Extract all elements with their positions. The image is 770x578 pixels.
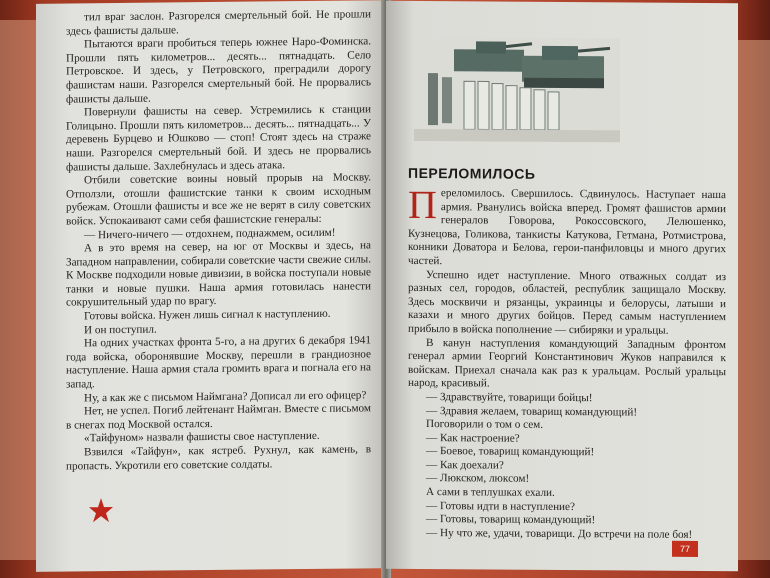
- paragraph: тил враг заслон. Разгорелся смертельный бой. Не прошли здесь фашисты дальше.: [66, 8, 371, 38]
- paragraph: Нет, не успел. Погиб лейтенант Наймган. Вместе с письмом в снегах под Москвой остался.: [66, 402, 371, 432]
- paragraph: А в это время на север, на юг от Москвы и здесь, на Западном направлении, собирали советские части свежие силы. К Москве подходили новые дивизии, в войска поступали новые танки и новые пушки. Наша армия готовилась нанести сокрушительный удар по врагу.: [66, 239, 371, 309]
- page-number: 77: [672, 541, 698, 557]
- right-page: [386, 1, 738, 571]
- paragraph: — Как настроение?: [426, 431, 520, 445]
- paragraph: Готовы войска. Нужен лишь сигнал к наступлению.: [84, 307, 331, 323]
- paragraph: На одних участках фронта 5-го, а на других 6 декабря 1941 года войска, оборонявшие Москву, перешли в грандиозное наступление. Наша армия стала громить врага и погнала его на запад.: [66, 334, 371, 391]
- paragraph: — Ничего-ничего — отдохнем, поднажмем, осилим!: [84, 226, 336, 241]
- paragraph: — Ну что же, удачи, товарищи. До встречи на поле боя!: [426, 526, 693, 541]
- paragraph: Взвился «Тайфун», как ястреб. Рухнул, как камень, в пропасть. Укротили его советские солдаты.: [66, 443, 371, 473]
- right-page-text: [408, 181, 726, 543]
- paragraph: Поговорили о том о сем.: [426, 418, 544, 431]
- paragraph: — Как доехали?: [426, 458, 504, 472]
- paragraph: Повернули фашисты на север. Устремились к станции Голицыно. Прошли пять километров... десять... пятнадцать... У деревень Бурцево и Юшково — стоп! Стоят здесь на страже наши. Разгорелся смертельный бой. И здесь не прорвались фашисты дальше. Захлебнулась и здесь атака.: [66, 103, 371, 174]
- paragraph: — Боевое, товарищ командующий!: [426, 445, 595, 459]
- first-paragraph-text: ереломилось. Свершилось. Сдвинулось. Наступает наша армия. Рванулись войска вперед. Громят фашистов армии генералов Говорова, Рокоссовского, Лелюшенко, Кузнецова, Голикова, танкисты Катукова, Гетмана, Ротмистрова, конники Доватора и Белова, герои-панфиловцы и много других частей.: [408, 187, 726, 268]
- left-page-text: [66, 8, 371, 473]
- paragraph: «Тайфуном» назвали фашисты свое наступление.: [84, 430, 320, 445]
- paragraph: Отбили советские воины новый прорыв на Москву. Отползли, отошли фашистские танки к своим исходным рубежам. Отошли фашисты и все же не верят в силу советских войск. Успокаивают сами себя фашистские генералы:: [66, 171, 371, 228]
- right-paragraphs: [408, 268, 726, 542]
- paragraph: Пытаются враги пробиться теперь южнее Наро-Фоминска. Прошли пять километров... десять... пятнадцать. Село Петровское. И здесь, у Петровского, преградили дорогу фашистам наши. Разгорелся смертельный бой. Не прорвались фашисты дальше.: [66, 35, 371, 106]
- paragraph: — Здравия желаем, товарищ командующий!: [426, 404, 638, 419]
- drop-cap: П: [408, 181, 437, 228]
- paragraph: И он поступил.: [84, 323, 157, 336]
- paragraph: — Люкском, люксом!: [426, 472, 530, 486]
- paragraph: А сами в теплушках ехали.: [426, 486, 555, 500]
- paragraph: — Здравствуйте, товарищи бойцы!: [426, 390, 593, 405]
- soldiers-tanks-illustration: [414, 37, 620, 142]
- chapter-title: ПЕРЕЛОМИЛОСЬ: [408, 164, 536, 182]
- red-star-icon: [88, 497, 114, 523]
- paragraph: Ну, а как же с письмом Наймгана? Дописал ли его офицер?: [84, 389, 367, 404]
- paragraph: Успешно идет наступление. Много отважных солдат из разных сел, городов, областей, республик защищало Москву. Здесь москвичи и рязанцы, украинцы и белорусы, латыши и казахи и много других бойцов. Перед самым наступлением прибыло в войска пополнение — сибиряки и уральцы.: [408, 268, 726, 337]
- cover-map-left: [0, 20, 40, 560]
- paragraph: — Готовы, товарищ командующий!: [426, 513, 596, 527]
- first-paragraph: [408, 181, 726, 271]
- left-page: [36, 0, 388, 572]
- paragraph: В канун наступления командующий Западным фронтом генерал армии Георгий Константинович Жуков направился к войскам. Приехал сначала как раз к уральцам. Рослый уральцы народ, красивый.: [408, 336, 726, 390]
- paragraph: — Готовы идти в наступление?: [426, 499, 575, 513]
